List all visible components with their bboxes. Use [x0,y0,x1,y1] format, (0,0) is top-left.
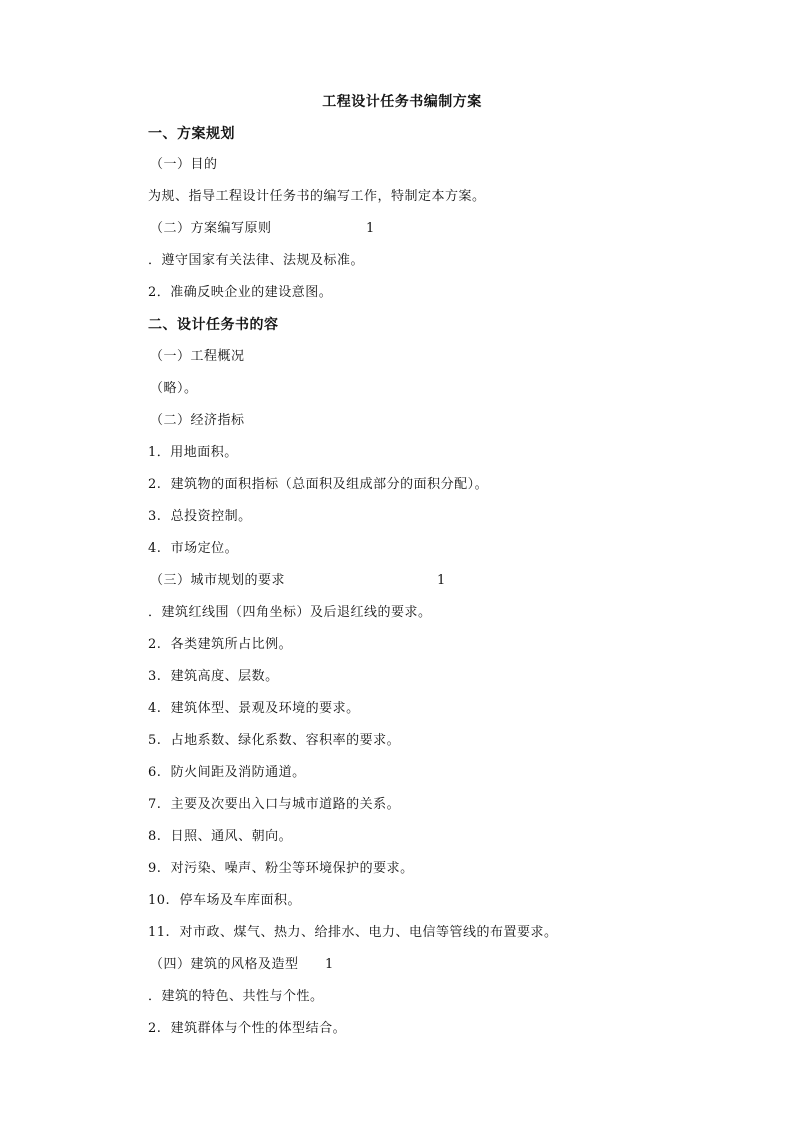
paragraph-omitted: （略）。 [150,381,198,396]
subheading-style: （四）建筑的风格及造型 [150,957,299,972]
list-item: ．建筑的特色、共性与个性。 [148,989,324,1004]
document-title: 工程设计任务书编制方案 [322,94,482,110]
subheading-principles: （二）方案编写原则 [150,221,272,236]
list-item: 10. 停车场及车库面积。 [148,893,301,908]
list-item: ．建筑红线围（四角坐标）及后退红线的要求。 [148,605,432,620]
subheading-overview: （一）工程概况 [150,349,245,364]
list-item: 11. 对市政、煤气、热力、给排水、电力、电信等管线的布置要求。 [148,925,558,940]
list-item: 2．准确反映企业的建设意图。 [148,285,333,300]
list-item: 8. 日照、通风、朝向。 [148,829,293,844]
list-item: 4. 市场定位。 [148,541,239,556]
list-item: 9. 对污染、噪声、粉尘等环境保护的要求。 [148,861,414,876]
subheading-purpose: （一）目的 [150,157,218,172]
list-item: 5. 占地系数、绿化系数、容积率的要求。 [148,733,401,748]
paragraph-purpose: 为规、指导工程设计任务书的编写工作，特制定本方案。 [148,189,486,204]
list-item: ．遵守国家有关法律、法规及标准。 [148,253,365,268]
list-item: 2. 建筑物的面积指标（总面积及组成部分的面积分配）。 [148,477,489,492]
list-item: 2. 各类建筑所占比例。 [148,637,293,652]
page-marker: 1 [325,957,334,972]
subheading-economic: （二）经济指标 [150,413,245,428]
list-item: 6. 防火间距及消防通道。 [148,765,306,780]
list-item: 1．用地面积。 [148,445,238,460]
section-heading-content: 二、设计任务书的容 [148,317,279,333]
list-item: 4. 建筑体型、景观及环境的要求。 [148,701,360,716]
list-item: 3. 建筑高度、层数。 [148,669,279,684]
list-item: 3. 总投资控制。 [148,509,252,524]
list-item: 2. 建筑群体与个性的体型结合。 [148,1021,347,1036]
list-item: 7. 主要及次要出入口与城市道路的关系。 [148,797,401,812]
page-marker: 1 [366,221,375,236]
subheading-urban-planning: （三）城市规划的要求 [150,573,286,588]
section-heading-plan: 一、方案规划 [148,126,235,142]
page-marker: 1 [437,573,446,588]
